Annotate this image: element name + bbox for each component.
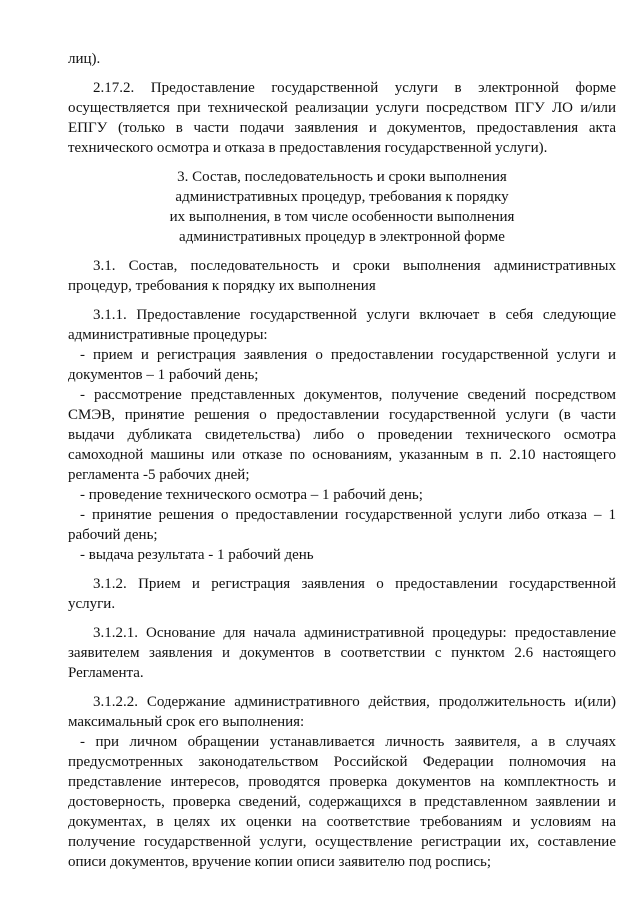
list-item-line: - принятие решения о предоставлении государственной услуги либо отказа – 1 xyxy=(80,507,616,523)
text-line: Регламента. xyxy=(68,665,144,681)
text-line: процедур, требования к порядку их выполнения xyxy=(68,278,376,294)
list-item-line: регламента -5 рабочих дней; xyxy=(68,467,250,483)
list-item-line: описи документов, вручение копии описи заявителю под роспись; xyxy=(68,854,491,870)
text-line: услуги. xyxy=(68,596,116,612)
list-item-line: выдачи дубликата свидетельства) либо о проведении технического осмотра xyxy=(68,427,616,443)
section-heading-line: 3. Состав, последовательность и сроки выполнения xyxy=(177,169,507,185)
list-item-line: - выдача результата - 1 рабочий день xyxy=(80,547,314,563)
text-line: 2.17.2. Предоставление государственной услуги в электронной форме xyxy=(93,80,616,96)
list-item-line: рабочий день; xyxy=(68,527,158,543)
list-item-line: - прием и регистрация заявления о предоставлении государственной услуги и xyxy=(80,347,616,363)
list-item-line: получение государственной услуги, осуществление регистрации их, составление xyxy=(68,834,616,850)
section-heading-line: административных процедур, требования к порядку xyxy=(175,189,509,205)
text-line: максимальный срок его выполнения: xyxy=(68,714,305,730)
text-line: технического осмотра и отказа в предоставления государственной услуги). xyxy=(68,140,548,156)
section-heading-line: административных процедур в электронной форме xyxy=(179,229,505,245)
text-line: 3.1.1. Предоставление государственной услуги включает в себя следующие xyxy=(93,307,616,323)
text-line: 3.1.2. Прием и регистрация заявления о предоставлении государственной xyxy=(93,576,616,592)
list-item-line: самоходной машины или отказе по основаниям, указанным в п. 2.10 настоящего xyxy=(68,447,616,463)
list-item-line: СМЭВ, принятие решения о предоставлении государственной услуги (в части xyxy=(68,407,616,423)
text-line: заявителем заявления и документов в соответствии с пунктом 2.6 настоящего xyxy=(68,645,616,661)
list-item-line: достоверность, проверка сведений, содержащихся в представленном заявлении и xyxy=(68,794,616,810)
list-item-line: документов – 1 рабочий день; xyxy=(68,367,259,383)
list-item-line: предусмотренных законодательством Российской Федерации полномочия на xyxy=(68,754,616,770)
text-line: 3.1.2.1. Основание для начала административной процедуры: предоставление xyxy=(93,625,616,641)
list-item-line: - рассмотрение представленных документов, получение сведений посредством xyxy=(80,387,616,403)
text-line: ЕПГУ (только в части подачи заявления и документов, предоставления акта xyxy=(68,120,616,136)
text-line: лиц). xyxy=(68,51,101,67)
text-line: административные процедуры: xyxy=(68,327,268,343)
list-item-line: - при личном обращении устанавливается личность заявителя, а в случаях xyxy=(80,734,616,750)
section-heading-line: их выполнения, в том числе особенности выполнения xyxy=(169,209,515,225)
list-item-line: представление интересов, проводятся проверка документов на комплектность и xyxy=(68,774,616,790)
list-item-line: документах, в целях их оценки на соответствие требованиям и условиям на xyxy=(68,814,616,830)
text-line: осуществляется при технической реализации услуги посредством ПГУ ЛО и/или xyxy=(68,100,616,116)
text-line: 3.1. Состав, последовательность и сроки выполнения административных xyxy=(93,258,616,274)
text-line: 3.1.2.2. Содержание административного действия, продолжительность и(или) xyxy=(93,694,616,710)
list-item-line: - проведение технического осмотра – 1 рабочий день; xyxy=(80,487,423,503)
